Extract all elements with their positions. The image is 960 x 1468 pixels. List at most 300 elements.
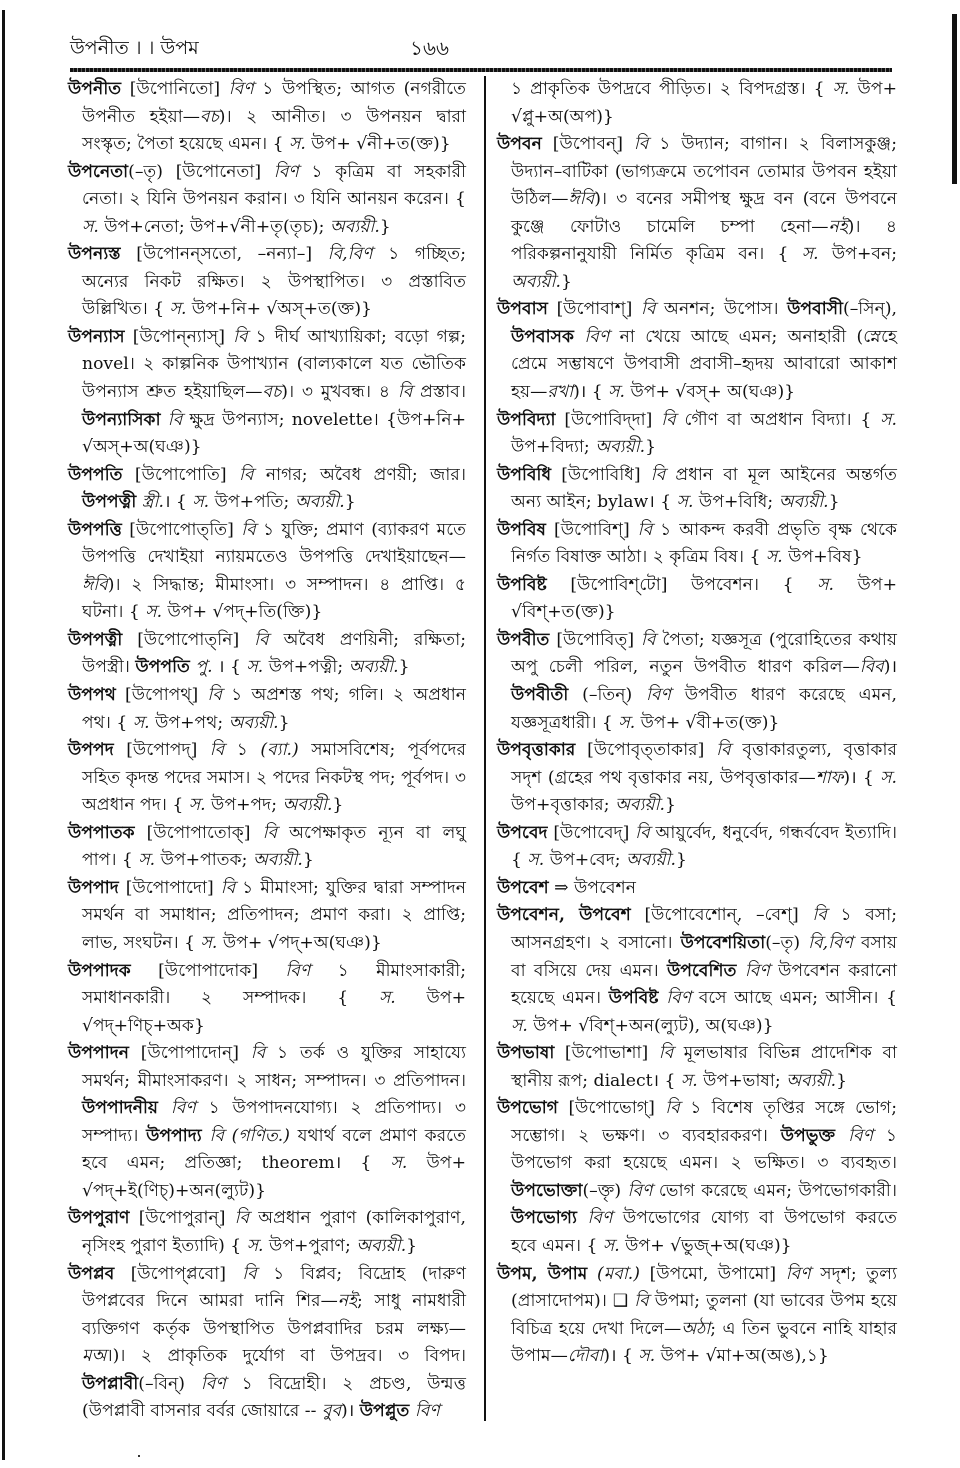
italic-label: বি,বিণ <box>327 244 373 265</box>
dictionary-entry <box>497 462 897 517</box>
entry-text: )। <box>883 657 897 678</box>
italic-label: অব্যয়ী. <box>511 271 561 292</box>
entry-text: প্রধান বা মূল আইনের অন্তর্গত অন্য আইন; bylaw। { <box>511 464 897 513</box>
italic-label: স. <box>618 712 636 733</box>
italic-label: বি <box>635 822 650 843</box>
entry-text: [উপোবিধি] <box>551 464 651 485</box>
italic-label: স. <box>378 988 396 1009</box>
entry-text: উপ+পতি; <box>209 492 295 513</box>
italic-label: বি <box>397 382 413 403</box>
entry-text: [উপোবাশ্] <box>547 299 641 320</box>
headword: উপবিধি <box>497 464 552 485</box>
entry-text: ক্ষুদ্র উপন্যাস; novelette। {উপ+নি+ √অস্‌+অ(ঘঞ)} <box>82 409 466 458</box>
entry-text: [উপোপুরান্] <box>129 1208 235 1229</box>
headword: উপবেশিত <box>666 960 737 981</box>
dictionary-entry <box>68 820 466 875</box>
italic-label: স্ত্রী. <box>141 492 164 513</box>
dictionary-entry <box>68 462 466 517</box>
italic-label: বি <box>167 409 183 430</box>
entry-text <box>577 1208 587 1228</box>
italic-label: অঠা <box>681 1318 711 1339</box>
italic-label: বি <box>716 740 731 761</box>
entry-text: } <box>302 850 314 871</box>
italic-label: স. <box>188 795 206 816</box>
entry-text: [উপোবিশ্‌টো] উপবেশন। { <box>546 574 818 595</box>
headword: উপপত্তি <box>68 519 122 540</box>
italic-label: বিণ <box>273 161 299 182</box>
entry-text: [উপোনন্‌সতো, –নন্যা–] <box>120 244 328 265</box>
entry-text: )। ২ আনীত। ৩ উপনয়ন দ্বারা সংস্কৃত; পৈতা হয়েছে এমন। { <box>82 106 466 155</box>
dictionary-entry <box>497 131 897 296</box>
italic-label: ঈবি <box>568 189 595 210</box>
headword: উপপদ <box>68 740 114 761</box>
dictionary-entry <box>497 517 897 572</box>
headword: উপপতি <box>135 657 190 678</box>
italic-label: বি <box>650 464 666 485</box>
italic-label: বি <box>242 1263 257 1284</box>
entry-text: উপ+নি+ √অস্‌+ত(ক্ত)} <box>186 299 372 320</box>
italic-label: স. <box>602 1235 620 1256</box>
headword: উপবন <box>497 134 542 155</box>
running-head: উপনীত । । উপম <box>70 37 199 59</box>
italic-label: স. <box>82 216 99 237</box>
entry-text: বসে আছে এমন; আসীন। { <box>691 988 898 1009</box>
entry-text: অনশন; উপোস। <box>655 299 788 320</box>
headword: উপবীত <box>497 629 550 650</box>
dictionary-entry <box>68 958 466 1041</box>
entry-text: ১ দীর্ঘ আখ্যায়িকা; বড়ো গল্প; novel। ২ কাল্পনিক উপাখ্যান (বাল্যকালে যত ভৌতিক উপন্যাস শ্রুত হইয়াছিল— <box>82 326 467 403</box>
dictionary-entry <box>497 737 897 820</box>
dictionary-entry <box>68 1040 466 1205</box>
italic-label: মঅ <box>82 1346 107 1367</box>
entry-text: [উপোবেশোন্, –বেশ্] <box>630 905 813 926</box>
italic-label: বিণ <box>200 1373 226 1394</box>
entry-text: ১ উদ্যান; বাগান। ২ বিলাসকুঞ্জ; উদ্যান–বাটিকা (ভাগ্যক্রমে তপোবন তোমার উপবন হইয়া উঠিল— <box>511 134 897 210</box>
entry-text: উপ+পুরাণ; <box>263 1235 357 1256</box>
entry-text: )। { <box>843 767 881 788</box>
headword: উপভোক্তা <box>511 1180 583 1201</box>
entry-text: )। <box>341 1401 360 1422</box>
italic-label: বিণ <box>744 960 770 981</box>
italic-label: বি <box>641 629 656 650</box>
italic-label: বি <box>633 134 649 155</box>
scan-edge-right <box>952 14 957 184</box>
entry-text: [উপোবিশ্] <box>546 519 638 540</box>
entry-text: সদৃশ; তুল্য (প্রাসাদোপম)। ❑ <box>511 1263 897 1312</box>
headword: উপবৃত্তাকার <box>497 740 576 761</box>
italic-label: বি <box>250 1043 266 1064</box>
italic-label: বিণ <box>414 1401 440 1422</box>
italic-label: বিণ <box>848 1125 873 1146</box>
entry-text: (–বিন্) <box>138 1373 201 1394</box>
italic-label: বিণ <box>170 1098 196 1119</box>
entry-text: } <box>406 1235 418 1256</box>
italic-label: বি <box>812 905 827 926</box>
italic-label: বি <box>233 326 248 347</box>
italic-label: বুব <box>321 1401 342 1422</box>
italic-label: স. <box>192 492 210 513</box>
italic-label: স. <box>138 850 156 871</box>
headword: উপপ্লব <box>68 1263 115 1284</box>
italic-label: স. <box>880 409 897 430</box>
entry-text: উপ+পথ; <box>149 712 229 733</box>
entry-text: ১ কৃত্রিম বা সহকারী নেতা। ২ যিনি উপনয়ন করান। ৩ যিনি আনয়ন করেন। { <box>82 161 467 210</box>
italic-label: বচ <box>262 382 282 403</box>
entry-text: না খেয়ে আছে এমন; অনাহারী (স্নেহে প্রেমে সম্ভাষণে উপবাসী প্রবাসী–হৃদয় আবারো আকাশ হয়— <box>511 326 898 403</box>
headword: উপবেশয়িতা <box>680 932 766 953</box>
entry-text: [উপোপোত্‌নি] <box>122 629 255 650</box>
italic-label: বি (গণিত.) <box>209 1125 290 1146</box>
entry-text: উপ+বন; <box>818 244 897 265</box>
entry-text: । { <box>163 492 193 513</box>
dictionary-entry <box>68 159 466 242</box>
entry-text: } <box>645 437 657 458</box>
italic-label: অব্যয়ী. <box>786 1070 837 1091</box>
dictionary-entry <box>497 1261 897 1371</box>
italic-label: স. <box>832 79 850 99</box>
italic-label: বিব <box>859 657 884 678</box>
italic-label: অব্যয়ী. <box>252 850 303 871</box>
italic-label: স. <box>676 492 694 513</box>
italic-label: স. <box>145 602 163 623</box>
italic-label: অব্যয়ী. <box>228 712 279 733</box>
headword: উপভোগ <box>497 1098 559 1119</box>
headword: উপপাদ <box>68 877 119 898</box>
dictionary-entry <box>497 820 897 875</box>
entry-text: উপ+পাতক; <box>155 850 253 871</box>
italic-label: পু. <box>195 657 213 678</box>
entry-text <box>161 410 168 430</box>
column-right <box>497 76 897 1371</box>
headword: উপনীত <box>68 79 122 99</box>
italic-label: বি <box>262 822 278 843</box>
headword: উপপাতক <box>68 822 135 843</box>
dictionary-entry <box>68 517 466 627</box>
dictionary-entry <box>497 407 897 462</box>
entry-text: [উপোপাদোন্] <box>129 1043 251 1064</box>
headword: উপবেশন, উপবেশ <box>497 905 631 926</box>
italic-label: বিণ <box>285 960 311 981</box>
italic-label: রখা <box>547 382 574 403</box>
headword: উপপ্লুত <box>359 1401 410 1422</box>
entry-text: } <box>560 271 572 292</box>
entry-text: ১ বিদ্রোহী। ২ প্রচণ্ড, উন্মত্ত (উপপ্লাবী বাসনার বর্বর জোয়ারে -- <box>82 1373 466 1422</box>
entry-text: উপ+ √প্লু+অ(অপ)} <box>511 79 897 127</box>
headword: উপবিষ <box>497 519 547 540</box>
headword: উপবেশ <box>497 877 549 898</box>
italic-label: স. <box>390 1153 408 1174</box>
dictionary-entry <box>68 627 466 682</box>
dictionary-entry <box>497 1095 897 1260</box>
headword: উপপ্লাবী <box>82 1373 139 1394</box>
entry-text: আয়ুর্বেদ, ধনুর্বেদ, গন্ধর্ববেদ ইত্যাদি। { <box>511 822 897 871</box>
header-rule <box>70 68 892 72</box>
italic-label: বিণ <box>228 79 254 99</box>
italic-label: স. <box>765 547 783 568</box>
headword: উপন্যাসিকা <box>82 409 161 430</box>
page-number: ১৬৬ <box>410 36 449 60</box>
italic-label: স. <box>246 1235 264 1256</box>
entry-text: যথার্থ বলে প্রমাণ করতে হবে এমন; প্রতিজ্ঞা; theorem। { <box>82 1125 466 1174</box>
italic-label: স. <box>169 299 187 320</box>
dictionary-entry <box>497 875 897 903</box>
entry-text: ১ মীমাংসা; যুক্তির দ্বারা সম্পাদন সমর্থন বা সমাধান; প্রতিপাদন; প্রমাণ করা। ২ প্রাপ্তি; লাভ, সংঘটন। { <box>82 877 466 953</box>
entry-text: উপ+বেদ; <box>544 850 626 871</box>
italic-label: স. <box>132 712 150 733</box>
entry-text: [উপোপাদোক] <box>130 960 286 981</box>
italic-label: স. <box>638 1346 656 1367</box>
dictionary-entry <box>68 1205 466 1260</box>
entry-text: মূলভাষার বিভিন্ন প্রাদেশিক বা স্থানীয় রূপ; dialect। { <box>511 1043 897 1091</box>
entry-text: } <box>828 492 840 513</box>
italic-label: বিণ <box>587 1208 613 1229</box>
dictionary-entry <box>68 1261 466 1426</box>
entry-text: উপ+বিষ} <box>782 547 863 568</box>
entry-text: উপ+নেতা; উপ+√নী+তৃ(তৃচ); <box>98 216 330 237</box>
italic-label: অব্যয়ী. <box>595 437 646 458</box>
italic-label: নই <box>828 216 848 237</box>
entry-text: অপ্রধান পুরাণ (কালিকাপুরাণ, নৃসিংহ পুরাণ ইত্যাদি) { <box>82 1208 466 1256</box>
italic-label: অব্যয়ী. <box>294 492 345 513</box>
entry-text <box>158 1098 171 1118</box>
entry-text: (–তিন্) <box>568 685 647 706</box>
italic-label: বি <box>637 519 653 540</box>
italic-label: বি <box>209 740 225 761</box>
entry-text: বৃত্তাকারতুল্য, বৃত্তাকার সদৃশ (গ্রহের পথ বৃত্তাকার নয়, উপবৃত্তাকার— <box>511 740 897 788</box>
entry-text: উপবীত ধারণ করেছে এমন, যজ্ঞসূত্রধারী। { <box>511 685 897 733</box>
entry-text: ।)। ২ প্রাকৃতিক দুর্যোগ বা উপদ্রব। ৩ বিপদ। <box>106 1346 466 1367</box>
dictionary-entry <box>68 737 466 820</box>
italic-label: বি <box>661 409 676 430</box>
entry-text: উপবেশন করানো হয়েছে এমন। <box>511 960 897 1009</box>
italic-label: স. <box>608 382 625 403</box>
headword: উপম, উপাম <box>497 1263 588 1284</box>
italic-label: অব্যয়ী. <box>778 492 829 513</box>
entry-text: } <box>664 795 676 816</box>
headword: উপভুক্ত <box>780 1125 836 1146</box>
dictionary-entry <box>68 76 466 159</box>
entry-text: [উপমো, উপামো] <box>639 1263 786 1284</box>
entry-text: [উপোবিত্] <box>549 629 642 650</box>
entry-text: ১ আকন্দ করবী প্রভৃতি বৃক্ষ থেকে নির্গত বিষাক্ত আঠা। ২ কৃত্রিম বিষ। { <box>511 519 898 568</box>
italic-label: বিণ <box>627 1180 653 1201</box>
entry-text: (–সিন্), <box>843 299 897 320</box>
italic-label: বি <box>220 877 236 898</box>
dictionary-entry <box>68 875 466 958</box>
entry-text: ১ বিশেষ তৃপ্তির সঙ্গে ভোগ; সম্ভোগ। ২ ভক্ষণ। ৩ ব্যবহারকরণ। <box>511 1098 897 1146</box>
entry-text: [উপোভোগ্] <box>558 1098 666 1119</box>
entry-text: [উপোনিতো] <box>121 79 229 99</box>
italic-label: অব্যয়ী. <box>348 657 399 678</box>
entry-text: ১ যুক্তি; প্রমাণ (ব্যাকরণ মতে উপপত্তি দেখাইয়া ন্যায়মতেও উপপত্তি দেখাইয়াছেন— <box>82 519 466 568</box>
entry-text: [উপোবন্] <box>541 134 634 155</box>
entry-text: উপ+ √বিশ্‌+ত(ক্ত)} <box>511 574 897 623</box>
entry-text: উপ+ √মা+অ(অঙ),১} <box>655 1346 829 1367</box>
italic-label: স. <box>880 767 897 788</box>
entry-text: উপ+ √পদ্‌+অ(ঘঞ)} <box>217 932 382 953</box>
headword: উপপত্নী <box>82 492 137 513</box>
headword: উপপুরাণ <box>68 1208 130 1229</box>
entry-text: )। ৩ বনের সমীপস্থ ক্ষুদ্র বন (বনে উপবনে কুঞ্জে ফোটাও চামেলি চম্পা হেনা— <box>511 189 897 237</box>
entry-text: নাগর; অবৈধ প্রণয়ী; জার। <box>253 464 466 485</box>
entry-text: উপ+ √বী+ত(ক্ত)} <box>635 712 780 733</box>
headword: উপবিদ্যা <box>497 409 556 430</box>
entry-text: ১ উপভোগ করা হয়েছে এমন। ২ ভক্ষিত। ৩ ব্যবহৃত। <box>511 1125 897 1174</box>
entry-text: ভোগ করেছে এমন; উপভোগকারী। <box>652 1180 897 1201</box>
entry-text: ১ অপ্রশস্ত পথ; গলি। ২ অপ্রধান পথ। { <box>82 685 466 733</box>
entry-text: অপেক্ষাকৃত ন্যূন বা লঘু পাপ। { <box>82 822 466 871</box>
entry-text: ১ উপপাদনযোগ্য। ২ প্রতিপাদ্য। ৩ সম্পাদ্য। <box>82 1098 466 1146</box>
headword: উপবাসক <box>511 326 574 347</box>
entry-text: [উপোপাতোক্] <box>134 822 263 843</box>
italic-label: অব্যয়ী. <box>329 216 380 237</box>
entry-text: ১ মীমাংসাকারী; সমাধানকারী। ২ সম্পাদক। { <box>82 960 466 1009</box>
entry-text: ১ প্রাকৃতিক উপদ্রবে পীড়িত। ২ বিপদগ্রস্ত। { <box>511 79 833 99</box>
headword: উপবেদ <box>497 822 548 843</box>
entry-text: [উপোন্‌ন্যাস্] <box>124 326 234 347</box>
italic-label: বি <box>254 629 269 650</box>
italic-label: স. <box>511 1015 528 1036</box>
entry-text: [উপোপদ্] <box>113 740 210 761</box>
italic-label: বি <box>239 464 254 485</box>
column-divider <box>484 76 486 1421</box>
italic-label: স. <box>801 244 819 265</box>
entry-text: ১ বিপ্লব; বিদ্রোহ (দারুণ উপপ্লবের দিনে আমরা দানি শির— <box>82 1263 466 1312</box>
italic-label: বি <box>241 519 256 540</box>
entry-text: (–তৃ) <box>765 932 809 953</box>
headword: উপপত্নী <box>68 629 123 650</box>
italic-label: বি,বিণ <box>808 932 853 953</box>
entry-text: } <box>836 1070 848 1091</box>
entry-text: উপ+বিদ্যা; <box>511 437 596 458</box>
entry-text: } <box>278 712 290 733</box>
italic-label: স. <box>527 850 545 871</box>
dictionary-entry <box>497 76 897 131</box>
entry-text <box>736 961 744 981</box>
entry-text: [উপোপোত্‌তি] <box>121 519 242 540</box>
entry-text: ১ গচ্ছিত; অন্যের নিকট রক্ষিত। ২ উপস্থাপিত। ৩ প্রস্তাবিত উল্লিখিত। { <box>82 244 466 320</box>
entry-text: ১ উপস্থিত; আগত (নগরীতে উপনীত হইয়া— <box>82 79 467 127</box>
dictionary-entry <box>497 572 897 627</box>
headword: উপভাষা <box>497 1043 555 1064</box>
entry-text: } <box>675 850 687 871</box>
headword: উপবীতী <box>511 685 569 706</box>
entry-text: } <box>344 492 356 513</box>
dictionary-entry <box>497 296 897 406</box>
italic-label: স. <box>288 134 306 155</box>
entry-text: [উপোবৃত্‌তাকার] <box>575 740 717 761</box>
italic-label: অব্যয়ী. <box>356 1235 407 1256</box>
entry-text: উপ+ √নী+ত(ক্ত)} <box>305 134 451 155</box>
entry-text: ⇒ উপবেশন <box>548 877 636 898</box>
entry-text: } <box>332 795 344 816</box>
entry-text: উপ+ √ভুজ্‌+অ(ঘঞ)} <box>619 1235 792 1256</box>
dictionary-entry <box>497 627 897 737</box>
entry-text: উপ+ভাষা; <box>697 1070 787 1091</box>
italic-label: দৌবা <box>567 1346 604 1367</box>
headword: উপবিষ্ট <box>608 988 659 1009</box>
entry-text: ; সাধু নামধারী ব্যক্তিগণ কর্তৃক উপস্থাপিত উপপ্লবাদির চরম লক্ষ্য— <box>82 1291 466 1339</box>
entry-text: )। ৩ মুখবন্ধ। ৪ <box>281 382 398 403</box>
italic-label: স. <box>817 574 834 595</box>
entry-text: সমাসবিশেষ; পূর্বপদের সহিত কৃদন্ত পদের সমাস। ২ পদের নিকটস্থ পদ; পূর্বপদ। ৩ অপ্রধান পদ। { <box>82 740 467 816</box>
dictionary-entry <box>68 682 466 737</box>
headword: উপন্যাস <box>68 326 125 347</box>
italic-label: (ব্যা.) <box>260 740 299 761</box>
entry-text: ; এ তিন ভুবনে নাহি যাহার উপাম— <box>511 1318 897 1367</box>
entry-text: [উপোপথ্] <box>115 685 208 706</box>
italic-label: বি <box>234 1208 250 1229</box>
italic-label: স. <box>200 932 218 953</box>
entry-text: [উপোপাদো] <box>118 877 221 898</box>
entry-text: গৌণ বা অপ্রধান বিদ্যা। { <box>675 409 881 430</box>
italic-label: অব্যয়ী. <box>615 795 665 816</box>
entry-text: । { <box>212 657 247 678</box>
entry-text: উপ+ √বিশ্‌+অন(ল্যুট), অ(ঘঞ)} <box>527 1015 774 1036</box>
entry-text: প্রস্তাব। <box>412 382 466 403</box>
entry-text: উপ+পত্নী; <box>263 657 349 678</box>
entry-text: ১ বসা; আসনগ্রহণ। ২ বসানো। <box>511 905 897 953</box>
italic-label: অব্যয়ী. <box>282 795 333 816</box>
headword: উপনেতা <box>68 161 129 182</box>
entry-text: উপ+ √বস্‌+ অ(ঘঞ)} <box>625 382 796 403</box>
headword: উপভোগ্য <box>511 1208 578 1229</box>
italic-label: ঈবি <box>82 574 108 595</box>
italic-label: অব্যয়ী. <box>625 850 676 871</box>
entry-text: )। { <box>603 1346 639 1367</box>
entry-text: উপ+ √পদ্‌+তি(ক্তি)} <box>162 602 323 623</box>
entry-text: (–তৃ) [উপোনেতা] <box>128 161 274 182</box>
entry-text <box>835 1126 848 1146</box>
entry-text: ১ <box>224 740 261 761</box>
headword: উপবিষ্ট <box>497 574 547 595</box>
entry-text: [উপোভাশা] <box>554 1043 659 1064</box>
headword: উপপতি <box>68 464 123 485</box>
italic-label: বিণ <box>646 685 671 706</box>
entry-text: [উপোপোতি] <box>122 464 239 485</box>
italic-label: বিণ <box>666 988 692 1009</box>
entry-text: [উপোবেদ্] <box>547 822 636 843</box>
headword: উপবাস <box>497 299 548 320</box>
entry-text: বসায় বা বসিয়ে দেয় এমন। <box>511 932 898 981</box>
dictionary-entry <box>497 902 897 1040</box>
italic-label: নই <box>337 1291 357 1312</box>
dictionary-entry <box>68 241 466 324</box>
entry-text: অবৈধ প্রণয়িনী; রক্ষিতা; উপস্ত্রী। <box>82 629 466 678</box>
headword: উপপাদন <box>68 1043 129 1064</box>
entry-text: উপভোগের যোগ্য বা উপভোগ করতে হবে এমন। { <box>511 1208 898 1256</box>
entry-text: উপ+বৃত্তাকার; <box>511 795 616 816</box>
entry-text: ১ তর্ক ও যুক্তির সাহায্যে সমর্থন; মীমাংসাকরণ। ২ সাধন; সম্পাদন। ৩ প্রতিপাদন। <box>82 1043 466 1091</box>
entry-text: } <box>379 216 391 237</box>
italic-label: স. <box>680 1070 698 1091</box>
headword: উপপাদ্য <box>146 1125 202 1146</box>
entry-text: )। ২ সিদ্ধান্ত; মীমাংসা। ৩ সম্পাদন। ৪ প্রাপ্তি। ৫ ঘটনা। { <box>82 574 466 623</box>
entry-text: উপ+ √পদ্‌+ণিচ্‌+অক} <box>82 988 467 1036</box>
entry-text: উপমা; তুলনা (যা ভাবের উপম হয়ে বিচিত্র হয়ে দেখা দিলে— <box>511 1291 897 1339</box>
italic-label: বিণ <box>785 1263 811 1284</box>
scan-edge-left <box>2 10 5 1460</box>
entry-text: [উপোপ্‌প্লবো] <box>114 1263 243 1284</box>
italic-label: বি <box>665 1098 680 1119</box>
headword: উপপাদক <box>68 960 131 981</box>
italic-label: বি <box>658 1043 674 1064</box>
column-left <box>68 76 466 1426</box>
scan-speck <box>138 1455 140 1457</box>
entry-text: উপ+ √পদ্‌+ই(ণিচ্)+অন(ল্যুট)} <box>82 1153 466 1201</box>
entry-text: পৈতা; যজ্ঞসূত্র (পুরোহিতের কথায় অপু চেলী পরিল, নতুন উপবীত ধারণ করিল— <box>511 629 897 678</box>
italic-label: শাফ <box>815 767 844 788</box>
